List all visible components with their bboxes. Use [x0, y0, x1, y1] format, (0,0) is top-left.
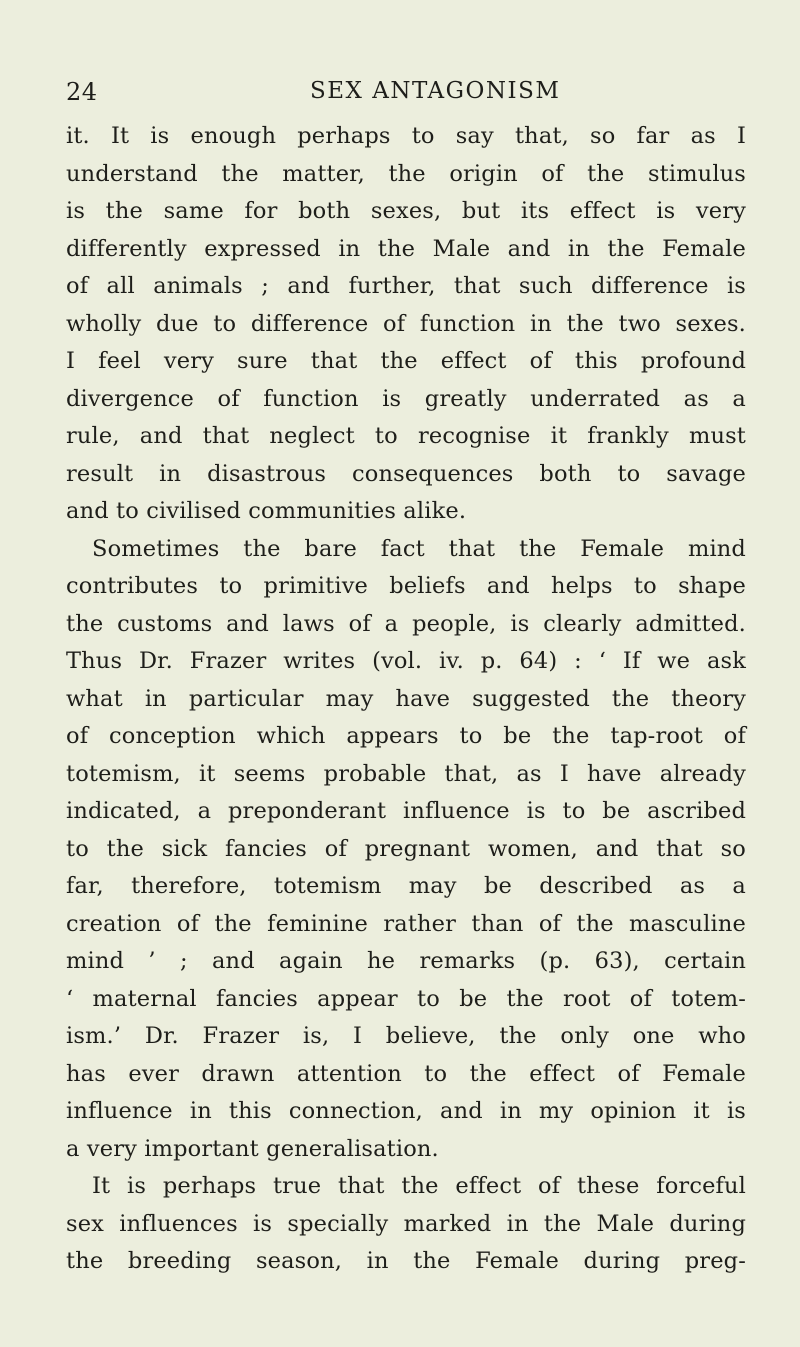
text-line: indicated, a preponderant influence is to be ascribed — [66, 798, 746, 824]
text-line: result in disastrous consequences both to savage — [66, 460, 746, 487]
text-line: a very important generalisation. — [66, 1135, 439, 1162]
text-line: the customs and laws of a people, is clearly admitted. — [66, 610, 746, 637]
text-line: sex influences is specially marked in the Male during — [66, 1210, 746, 1237]
text-line: what in particular may have suggested the theory — [66, 685, 746, 712]
text-line: understand the matter, the origin of the stimulus — [66, 160, 746, 187]
page-header — [0, 78, 800, 110]
body-text — [66, 118, 746, 1281]
text-line: ‘ maternal fancies appear to be the root of totem- — [66, 985, 746, 1012]
text-line: It is perhaps true that the effect of these forceful — [92, 1173, 746, 1199]
text-line: wholly due to difference of function in the two sexes. — [66, 310, 746, 337]
text-line: it. It is enough perhaps to say that, so far as I — [66, 123, 746, 149]
text-line: divergence of function is greatly underrated as a — [66, 385, 746, 412]
text-line: mind ’ ; and again he remarks (p. 63), certain — [66, 948, 746, 974]
text-line: of all animals ; and further, that such difference is — [66, 273, 746, 299]
text-line: Thus Dr. Frazer writes (vol. iv. p. 64) : ‘ If we ask — [66, 648, 746, 674]
text-line: differently expressed in the Male and in the Female — [66, 235, 746, 262]
text-line: totemism, it seems probable that, as I have already — [66, 760, 746, 787]
text-line: influence in this connection, and in my opinion it is — [66, 1098, 746, 1124]
text-line: is the same for both sexes, but its effect is very — [66, 198, 746, 224]
text-line: of conception which appears to be the tap-root of — [66, 723, 746, 749]
page-number: 24 — [66, 78, 98, 106]
text-line: contributes to primitive beliefs and helps to shape — [66, 573, 746, 599]
running-title: SEX ANTAGONISM — [310, 78, 561, 104]
text-line: and to civilised communities alike. — [66, 498, 467, 524]
text-line: rule, and that neglect to recognise it frankly must — [66, 423, 746, 449]
text-line: creation of the feminine rather than of the masculine — [66, 910, 746, 937]
text-line: the breeding season, in the Female during preg- — [66, 1248, 746, 1274]
text-line: I feel very sure that the effect of this profound — [66, 348, 746, 374]
text-line: to the sick fancies of pregnant women, and that so — [66, 835, 746, 862]
text-line: far, therefore, totemism may be described as a — [66, 873, 746, 899]
text-line: has ever drawn attention to the effect of Female — [66, 1060, 746, 1087]
text-line: Sometimes the bare fact that the Female mind — [92, 535, 746, 562]
text-line: ism.’ Dr. Frazer is, I believe, the only one who — [66, 1023, 746, 1049]
